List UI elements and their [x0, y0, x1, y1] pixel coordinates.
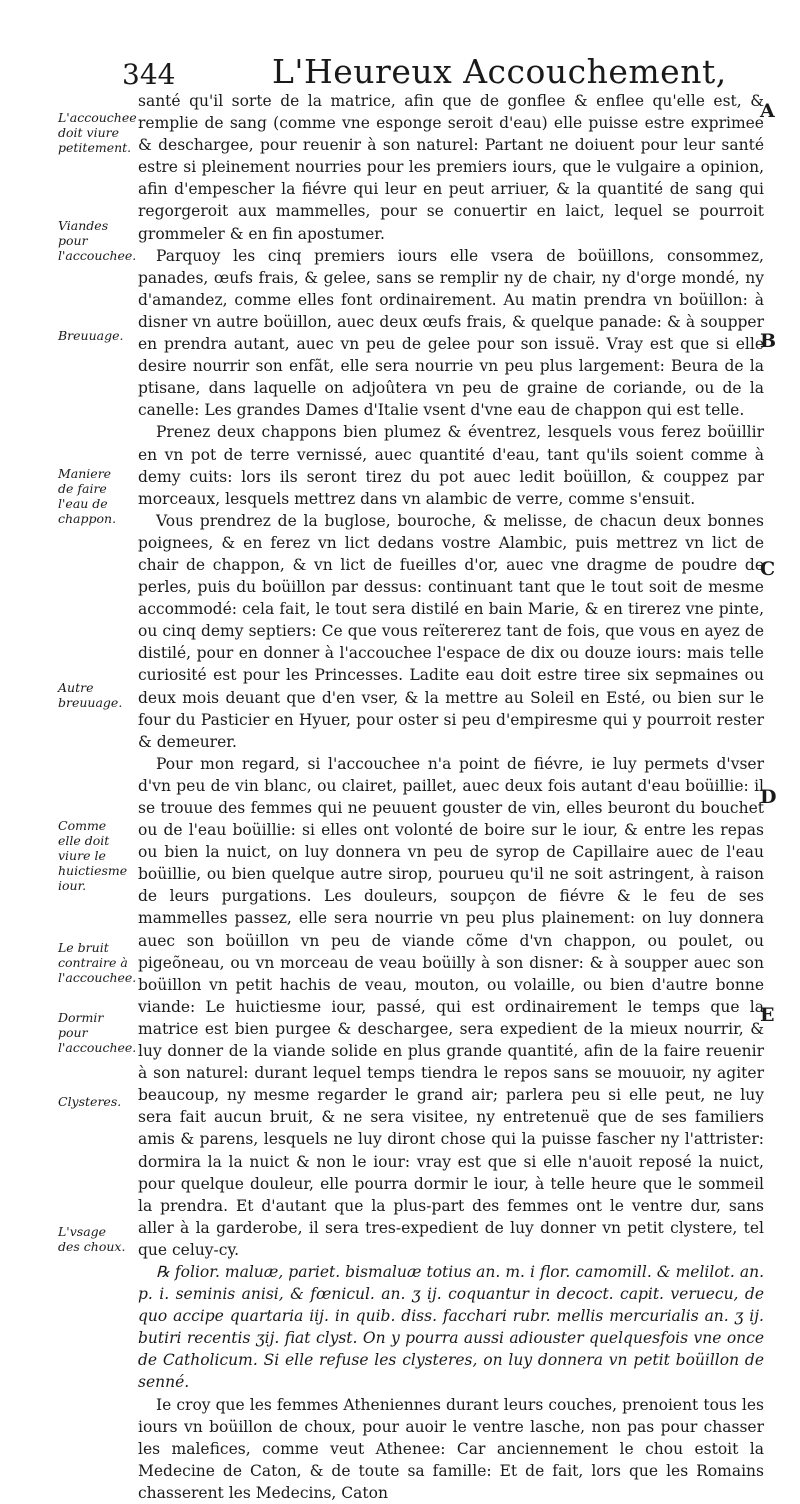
margin-note: Autre breuuage. [58, 680, 123, 710]
margin-note: Le bruit contraire à l'accouchee. [58, 940, 137, 985]
margin-note: L'accouchee doit viure petitement. [58, 110, 137, 155]
side-letter: B [760, 330, 777, 352]
margin-notes [0, 0, 137, 1302]
paragraph: santé qu'il sorte de la matrice, afin que de gonflee & enflee qu'elle est, & remplie de sang (comme vne esponge seroit d'eau) elle puisse estre exprimee & deschargee, pour reuenir à son naturel: Partant ne doiuent pour leur santé estre si pleinement nourries pour les premiers iours, que le vulgaire a opinion, afin d'empescher la fiévre qui leur en peut arriuer, & la quantité de sang qui regorgeroit aux mammelles, pour se conuertir en laict, lequel se pourroit grommeler & en fin apostumer. [138, 92, 764, 243]
side-letter: A [760, 100, 775, 122]
margin-note: Comme elle doit viure le huictiesme iour. [58, 818, 128, 893]
side-letter: D [760, 786, 777, 808]
running-title: L'Heureux Accouchement, [272, 52, 727, 91]
prescription-paragraph: ℞ folior. maluæ, pariet. bismaluæ totius an. m. i flor. camomill. & melilot. an. p. i. seminis anisi, & fœnicul. an. ʒ ij. coquantur in decoct. capit. veruecu, de quo accipe quartaria iij. in quib. diss. facchari rubr. mellis mercurialis an. ʒ ij. butiri recentis ʒij. fiat clyst. On y pourra aussi adiouster quelquesfois vne once de Catholicum. Si elle refuse les clysteres, on luy donnera vn petit boüillon de senné. [138, 1262, 764, 1392]
margin-note: Clysteres. [58, 1094, 122, 1109]
margin-note: L'vsage des choux. [58, 1224, 126, 1254]
margin-note: Viandes pour l'accouchee. [58, 218, 137, 263]
page-header [122, 52, 782, 94]
paragraph: Vous prendrez de la buglose, bouroche, & melisse, de chacun deux bonnes poignees, & en ferez vn lict dedans vostre Alambic, puis mettrez vn lict de chair de chappon, & vn lict de fueilles d'or, auec vne dragme de poudre de perles, puis du boüillon par dessus: continuant tant que le tout soit de mesme accommodé: cela fait, le tout sera distilé en bain Marie, & en tirerez vne pinte, ou cinq demy septiers: Ce que vous reïtererez tant de fois, que vous en ayez de distilé, pour en donner à l'accouchee l'espace de dix ou douze iours: mais telle curiosité est pour les Princesses. Ladite eau doit estre tiree six sepmaines ou deux mois deuant que d'en vser, & la mettre au Soleil en Esté, ou bien sur le four du Pasticier en Hyuer, pour oster si peu d'empiresme qui y pourroit rester & demeurer. [138, 511, 764, 751]
paragraph: Parquoy les cinq premiers iours elle vsera de boüillons, consommez, panades, œufs frais, & gelee, sans se remplir ny de chair, ny d'orge mondé, ny d'amandez, comme elles font ordinairement. Au matin prendra vn boüillon: à disner vn autre boüillon, auec deux œufs frais, & quelque panade: & à soupper en prendra autant, auec vn peu de gelee pour son issuë. Vray est que si elle desire nourrir son enfãt, elle sera nourrie vn peu plus largement: Beura de la ptisane, dans laquelle on adjoûtera vn peu de graine de coriande, ou de la canelle: Les grandes Dames d'Italie vsent d'vne eau de chappon qui est telle. [138, 246, 764, 420]
body-text [138, 90, 764, 1504]
paragraph: Pour mon regard, si l'accouchee n'a point de fiévre, ie luy permets d'vser d'vn peu de vin blanc, ou clairet, paillet, auec deux fois autant d'eau boüillie: il se trouue des femmes qui ne peuuent gouster de vin, elles beuront du bouchet ou de l'eau boüillie: si elles ont volonté de boire sur le iour, & entre les repas ou bien la nuict, on luy donnera vn peu de syrop de Capillaire auec de l'eau boüillie, ou bien quelque autre sirop, pourueu qu'il ne soit astringent, à raison de leurs purgations. Les douleurs, soupçon de fiévre & le feu de ses mammelles passez, elle sera nourrie vn peu plus plainement: on luy donnera auec son boüillon vn peu de viande cõme d'vn chappon, ou poulet, ou pigeõneau, ou vn morceau de veau boüilly à son disner: & à soupper auec son boüillon vn petit hachis de veau, mouton, ou volaille, ou bien d'autre bonne viande: Le huictiesme iour, passé, qui est ordinairement le temps que la matrice est bien purgee & deschargee, sera expedient de la mieux nourrir, & luy donner de la viande solide en plus grande quantité, afin de la faire reuenir à son naturel: durant lequel temps tiendra le repos sans se mouuoir, ny agiter beaucoup, ny mesme regarder le grand air; parlera peu si elle peut, ne luy sera fait aucun bruit, & ne sera visitee, ny entretenuë que de ses familiers amis & parens, lesquels ne luy diront chose qui la puisse fascher ny l'attrister: dormira la la nuict & non le iour: vray est que si elle n'auoit reposé la nuict, pour quelque douleur, elle pourra dormir le iour, à telle heure que le sommeil la prendra. Et d'autant que la plus-part des femmes ont le ventre dur, sans aller à la garderobe, il sera tres-expedient de luy donner vn petit clystere, tel que celuy-cy. [138, 754, 764, 1259]
side-letter: E [760, 1004, 775, 1026]
side-letter: C [760, 558, 776, 580]
margin-note: Dormir pour l'accouchee. [58, 1010, 137, 1055]
margin-note: Maniere de faire l'eau de chappon. [58, 466, 117, 526]
margin-note: Breuuage. [58, 328, 124, 343]
paragraph: Prenez deux chappons bien plumez & éventrez, lesquels vous ferez boüillir en vn pot de terre vernissé, auec quantité d'eau, tant qu'ils soient comme à demy cuits: lors ils seront tirez du pot auec ledit boüillon, & couppez par morceaux, lesquels mettrez dans vn alambic de verre, comme s'ensuit. [138, 423, 764, 508]
paragraph: Ie croy que les femmes Atheniennes durant leurs couches, prenoient tous les iours vn boüillon de choux, pour auoir le ventre lasche, non pas pour chasser les malefices, comme veut Athenee: Car anciennement le chou estoit la Medecine de Caton, & de toute sa famille: Et de fait, lors que les Romains chasserent les Medecins, Caton [138, 1395, 764, 1502]
page-number: 344 [122, 58, 176, 91]
